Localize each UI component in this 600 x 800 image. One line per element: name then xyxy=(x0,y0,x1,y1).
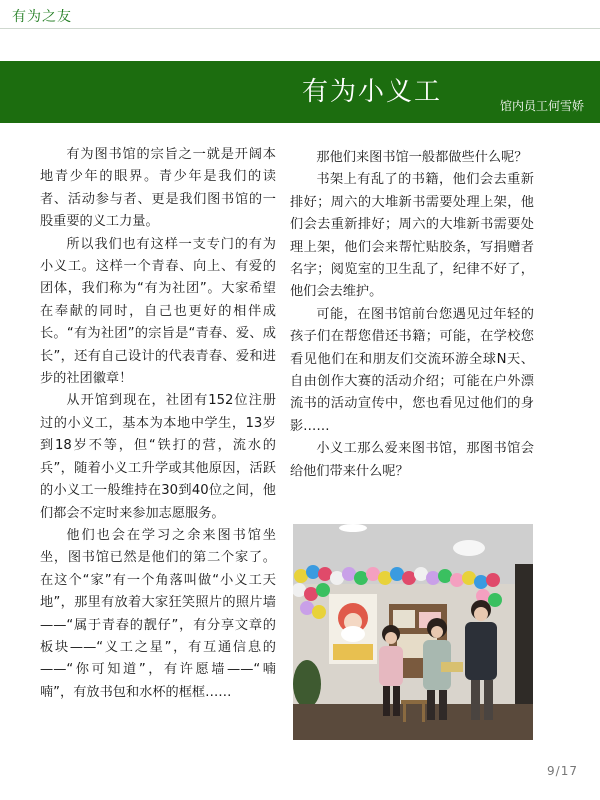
header-divider xyxy=(0,28,600,29)
paragraph: 那他们来图书馆一般都做些什么呢？ xyxy=(316,150,528,165)
page-number: 9/17 xyxy=(547,764,578,778)
right-column xyxy=(290,147,534,483)
magazine-section-label: 有为之友 xyxy=(12,9,72,25)
article-title: 有为小义工 xyxy=(301,77,442,107)
paragraph: 所以我们也有这样一支专门的有为小义工。这样一个青春、向上、有爱的团体，我们称为“有为社团”。大家希望在奉献的同时，自己也更好的相伴成长。“有为社团”的宗旨是“青春、爱、成长”，还有自己设计的代表青春、爱和进步的社团徽章！ xyxy=(40,236,276,387)
paragraph: 小义工那么爱来图书馆，那图书馆会给他们带来什么呢？ xyxy=(290,441,534,479)
left-column xyxy=(40,144,276,704)
paragraph: 可能，在图书馆前台您遇见过年轻的孩子们在帮您借还书籍；可能，在学校您看见他们在和朋友们交流环游全球N天、自由创作大赛的活动介绍；可能在户外漂流书的活动宣传中，您也看见过他们的身影…… xyxy=(290,306,534,434)
volunteers-photo xyxy=(293,524,533,740)
article-title-banner xyxy=(0,61,600,123)
paragraph: 从开馆到现在，社团有152位注册过的小义工，基本为本地中学生，13岁到18岁不等，但“铁打的营，流水的兵”，随着小义工升学或其他原因，活跃的小义工一般维持在30到40位之间，他们都会不定时来参加志愿服务。 xyxy=(40,393,276,521)
paragraph: 书架上有乱了的书籍，他们会去重新排好；周六的大堆新书需要处理上架，他们会去重新排好；周六的大堆新书需要处理上架，他们会来帮忙贴胶条，写捐赠者名字；阅览室的卫生乱了，纪律不好了，他们会去维护。 xyxy=(290,172,534,300)
paragraph: 他们也会在学习之余来图书馆坐坐，图书馆已然是他们的第二个家了。在这个“家”有一个角落叫做“小义工天地”，那里有放着大家狂笑照片的照片墙——“属于青春的靓仔”，有分享文章的板块——“义工之星”，有互通信息的——“你可知道”，有许愿墙——“喃喃”，有放书包和水杯的框框…… xyxy=(40,527,276,700)
article-author: 馆内员工何雪娇 xyxy=(499,99,584,113)
paragraph: 有为图书馆的宗旨之一就是开阔本地青少年的眼界。青少年是我们的读者、活动参与者、更是我们图书馆的一股重要的义工力量。 xyxy=(40,147,276,230)
